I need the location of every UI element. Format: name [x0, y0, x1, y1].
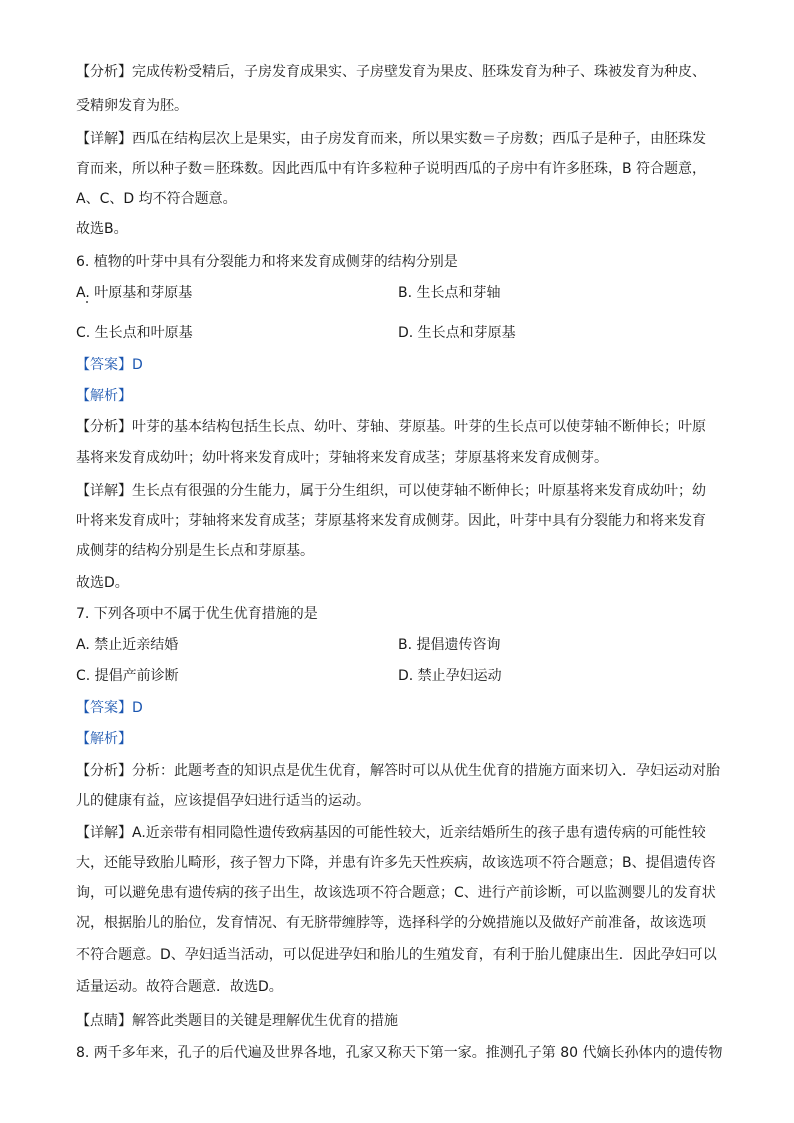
- q6-stem: 6. 植物的叶芽中具有分裂能力和将来发育成侧芽的结构分别是: [76, 254, 458, 270]
- q6-analysis-line-1: 【分析】叶芽的基本结构包括生长点、幼叶、芽轴、芽原基。叶芽的生长点可以使芽轴不断伸长；叶原: [76, 419, 706, 435]
- q5-detail-line-2: 育而来，所以种子数＝胚珠数。因此西瓜中有许多粒种子说明西瓜的子房中有许多胚珠，B 符合题意，: [76, 161, 707, 177]
- q7-option-a: A. 禁止近亲结婚: [76, 637, 179, 653]
- q7-detail-line-2: 大，还能导致胎儿畸形，孩子智力下降，并患有许多先天性疾病，故该选项不符合题意；B、提倡遗传咨: [76, 855, 716, 871]
- q6-analysis-line-2: 基将来发育成幼叶；幼叶将来发育成叶；芽轴将来发育成茎；芽原基将来发育成侧芽。: [76, 450, 608, 466]
- q5-analysis-line-2: 受精卵发育为胚。: [76, 98, 188, 114]
- q6-explain-heading: 【解析】: [76, 388, 132, 404]
- q7-detail-line-5: 不符合题意。D、孕妇适当活动，可以促进孕妇和胎儿的生殖发育，有利于胎儿健康出生．因此孕妇可以: [76, 947, 717, 963]
- q8-stem: 8. 两千多年来，孔子的后代遍及世界各地，孔家又称天下第一家。推测孔子第 80 代嫡长孙体内的遗传物: [76, 1045, 723, 1061]
- q6-detail-line-2: 叶将来发育成叶；芽轴将来发育成茎；芽原基将来发育成侧芽。因此，叶芽中具有分裂能力和将来发育: [76, 513, 706, 529]
- q7-option-b: B. 提倡遗传咨询: [398, 637, 501, 653]
- q6-answer: 【答案】D: [76, 357, 143, 373]
- q6-option-d: D. 生长点和芽原基: [398, 325, 516, 341]
- q7-stem: 7. 下列各项中不属于优生优育措施的是: [76, 606, 318, 622]
- q5-detail-line-3: A、C、D 均不符合题意。: [76, 191, 237, 207]
- q7-option-c: C. 提倡产前诊断: [76, 668, 179, 684]
- q5-analysis-line-1: 【分析】完成传粉受精后，子房发育成果实、子房壁发育为果皮、胚珠发育为种子、珠被发育为种皮、: [76, 64, 706, 80]
- q7-analysis-line-1: 【分析】分析：此题考查的知识点是优生优育，解答时可以从优生优育的措施方面来切入．孕妇运动对胎: [76, 763, 720, 779]
- q7-option-d: D. 禁止孕妇运动: [398, 668, 502, 684]
- q7-detail-line-1: 【详解】A.近亲带有相同隐性遗传致病基因的可能性较大，近亲结婚所生的孩子患有遗传病的可能性较: [76, 825, 706, 841]
- q5-choose: 故选B。: [76, 221, 128, 237]
- q6-option-b: B. 生长点和芽轴: [398, 285, 501, 301]
- q7-explain-heading: 【解析】: [76, 731, 132, 747]
- q7-detail-line-6: 适量运动。故符合题意．故选D。: [76, 979, 283, 995]
- stray-dot: [86, 301, 88, 303]
- q5-detail-line-1: 【详解】西瓜在结构层次上是果实，由子房发育而来，所以果实数＝子房数；西瓜子是种子，由胚珠发: [76, 131, 706, 147]
- q7-answer: 【答案】D: [76, 700, 143, 716]
- q7-detail-line-4: 况，根据胎儿的胎位，发育情况、有无脐带缠脖等，选择科学的分娩措施以及做好产前准备，故该选项: [76, 915, 706, 931]
- q6-choose: 故选D。: [76, 575, 129, 591]
- q7-comment: 【点睛】解答此类题目的关键是理解优生优育的措施: [76, 1013, 398, 1029]
- q6-detail-line-1: 【详解】生长点有很强的分生能力，属于分生组织，可以使芽轴不断伸长；叶原基将来发育成幼叶；幼: [76, 483, 706, 499]
- q7-analysis-line-2: 儿的健康有益，应该提倡孕妇进行适当的运动。: [76, 793, 370, 809]
- q7-detail-line-3: 询，可以避免患有遗传病的孩子出生，故该选项不符合题意；C、进行产前诊断，可以监测婴儿的发育状: [76, 885, 716, 901]
- q6-detail-line-3: 成侧芽的结构分别是生长点和芽原基。: [76, 543, 314, 559]
- q6-option-c: C. 生长点和叶原基: [76, 325, 193, 341]
- q6-option-a: A. 叶原基和芽原基: [76, 285, 193, 301]
